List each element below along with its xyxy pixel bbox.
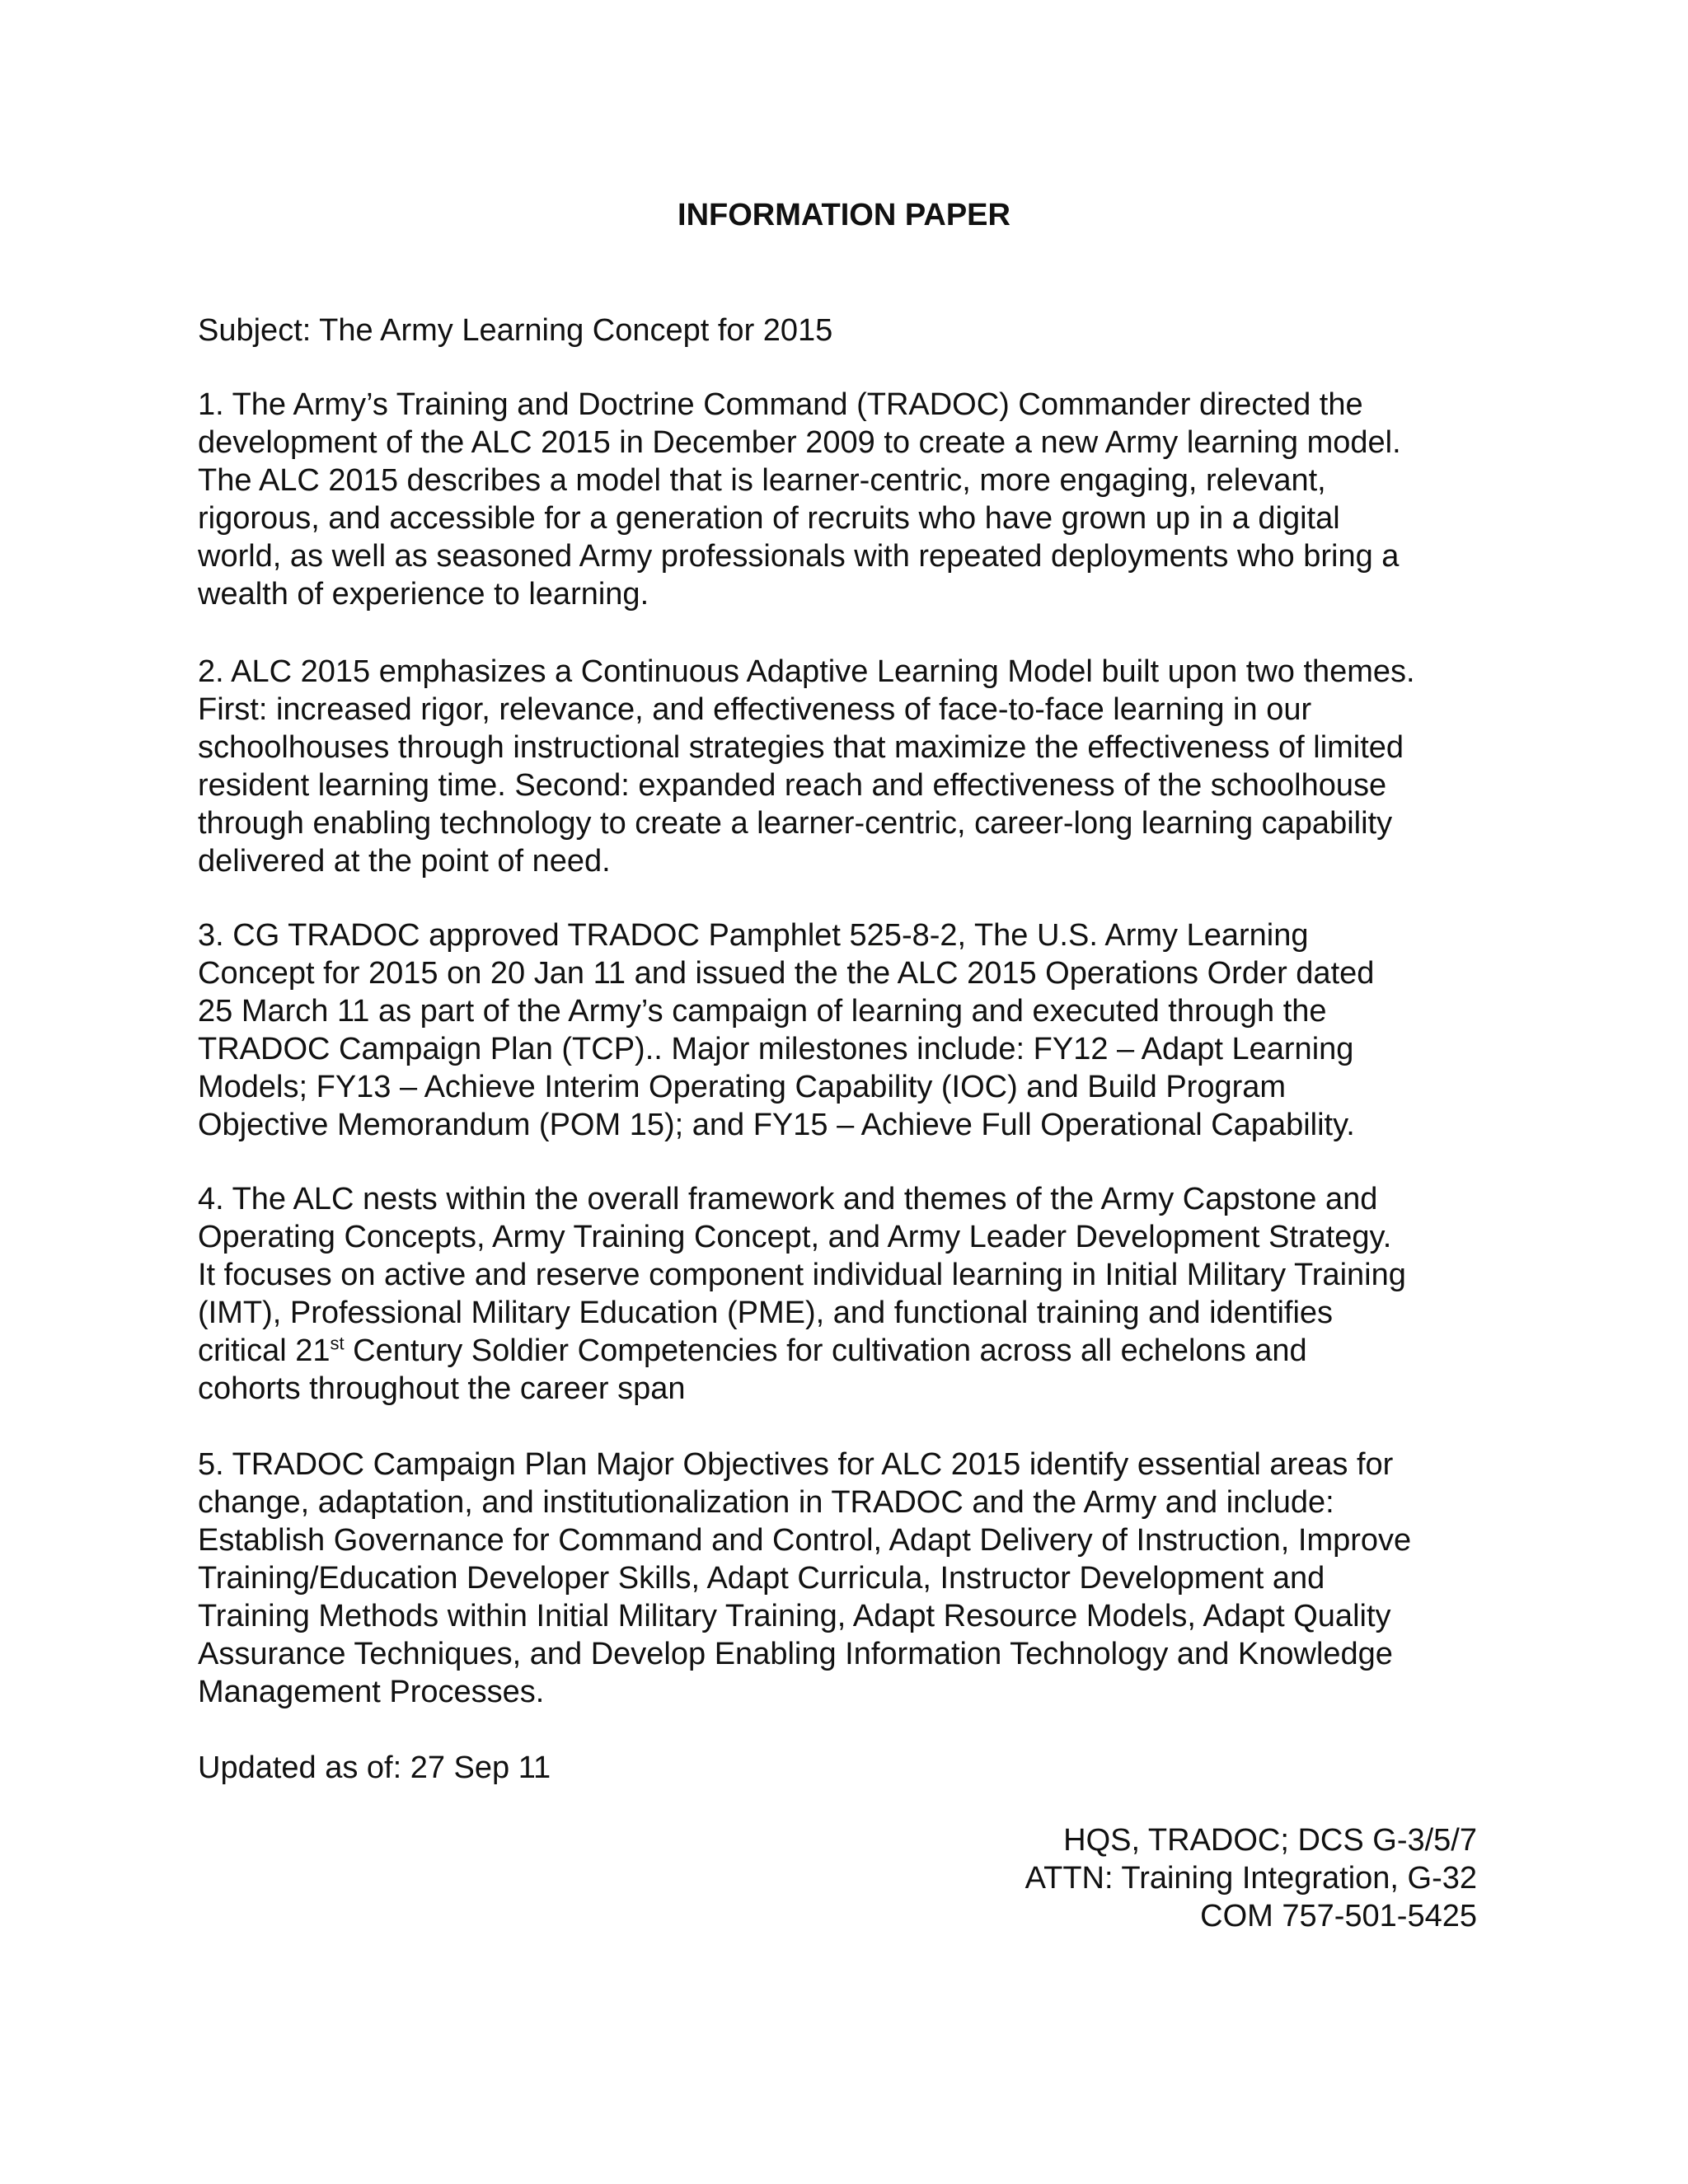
signature-phone: COM 757-501-5425 (1200, 1899, 1477, 1933)
subject-line: Subject: The Army Learning Concept for 2015 (198, 313, 833, 348)
updated-date: Updated as of: 27 Sep 11 (198, 1750, 551, 1785)
paragraph-line: Establish Governance for Command and Control, Adapt Delivery of Instruction, Improve (198, 1523, 1412, 1558)
paragraph-line: Operating Concepts, Army Training Concept, and Army Leader Development Strategy. (198, 1220, 1392, 1254)
paragraph-line: (IMT), Professional Military Education (PME), and functional training and identifies (198, 1296, 1334, 1330)
paragraph-line: delivered at the point of need. (198, 844, 611, 879)
paragraph-1 (198, 386, 1500, 613)
paragraph-line (198, 1332, 1500, 1370)
paragraph-line: TRADOC Campaign Plan (TCP).. Major milestones include: FY12 – Adapt Learning (198, 1032, 1354, 1066)
paragraph-line: First: increased rigor, relevance, and effectiveness of face-to-face learning in our (198, 692, 1312, 727)
paragraph-line: Management Processes. (198, 1675, 545, 1709)
paragraph-line: wealth of experience to learning. (198, 577, 649, 612)
signature-block (1025, 1821, 1477, 1935)
paragraph-line: Concept for 2015 on 20 Jan 11 and issued the the ALC 2015 Operations Order dated (198, 956, 1375, 991)
paragraph-line: rigorous, and accessible for a generation of recruits who have grown up in a digital (198, 501, 1340, 536)
paragraph-line: cohorts throughout the career span (198, 1371, 686, 1406)
paragraph-line: Models; FY13 – Achieve Interim Operating Capability (IOC) and Build Program (198, 1070, 1287, 1104)
paragraph-line: 25 March 11 as part of the Army’s campaign of learning and executed through the (198, 994, 1327, 1029)
signature-office: HQS, TRADOC; DCS G-3/5/7 (1063, 1823, 1477, 1858)
paragraph-3 (198, 916, 1500, 1144)
paragraph-line-text: critical 21 (198, 1333, 331, 1368)
document-title: INFORMATION PAPER (678, 198, 1010, 232)
paragraph-2 (198, 653, 1500, 880)
paragraph-5 (198, 1446, 1500, 1711)
paragraph-line: change, adaptation, and institutionalization in TRADOC and the Army and include: (198, 1485, 1334, 1520)
ordinal-superscript: st (330, 1333, 345, 1354)
paragraph-line: Training/Education Developer Skills, Adapt Curricula, Instructor Development and (198, 1561, 1325, 1596)
paragraph-line: 2. ALC 2015 emphasizes a Continuous Adaptive Learning Model built upon two themes. (198, 654, 1415, 689)
paragraph-line: through enabling technology to create a learner-centric, career-long learning capability (198, 806, 1393, 841)
paragraph-line: 1. The Army’s Training and Doctrine Command (TRADOC) Commander directed the (198, 387, 1363, 422)
paragraph-line-text: Century Soldier Competencies for cultivation across all echelons and (344, 1333, 1307, 1368)
paragraph-line: 5. TRADOC Campaign Plan Major Objectives for ALC 2015 identify essential areas for (198, 1447, 1394, 1482)
paragraph-4 (198, 1180, 1500, 1408)
paragraph-line: Objective Memorandum (POM 15); and FY15 – Achieve Full Operational Capability. (198, 1108, 1355, 1142)
paragraph-line: 3. CG TRADOC approved TRADOC Pamphlet 525-8-2, The U.S. Army Learning (198, 918, 1309, 953)
paragraph-line: 4. The ALC nests within the overall framework and themes of the Army Capstone and (198, 1182, 1378, 1216)
paragraph-line: The ALC 2015 describes a model that is learner-centric, more engaging, relevant, (198, 463, 1326, 498)
paragraph-line: resident learning time. Second: expanded reach and effectiveness of the schoolhouse (198, 768, 1387, 803)
paragraph-line: It focuses on active and reserve component individual learning in Initial Military Training (198, 1258, 1406, 1292)
signature-attention: ATTN: Training Integration, G-32 (1025, 1861, 1477, 1896)
paragraph-line: development of the ALC 2015 in December 2009 to create a new Army learning model. (198, 425, 1401, 460)
paragraph-line: world, as well as seasoned Army professionals with repeated deployments who bring a (198, 539, 1400, 574)
paragraph-line: Training Methods within Initial Military Training, Adapt Resource Models, Adapt Quality (198, 1599, 1391, 1633)
paragraph-line: Assurance Techniques, and Develop Enabling Information Technology and Knowledge (198, 1637, 1393, 1671)
paragraph-line: schoolhouses through instructional strategies that maximize the effectiveness of limited (198, 730, 1404, 765)
